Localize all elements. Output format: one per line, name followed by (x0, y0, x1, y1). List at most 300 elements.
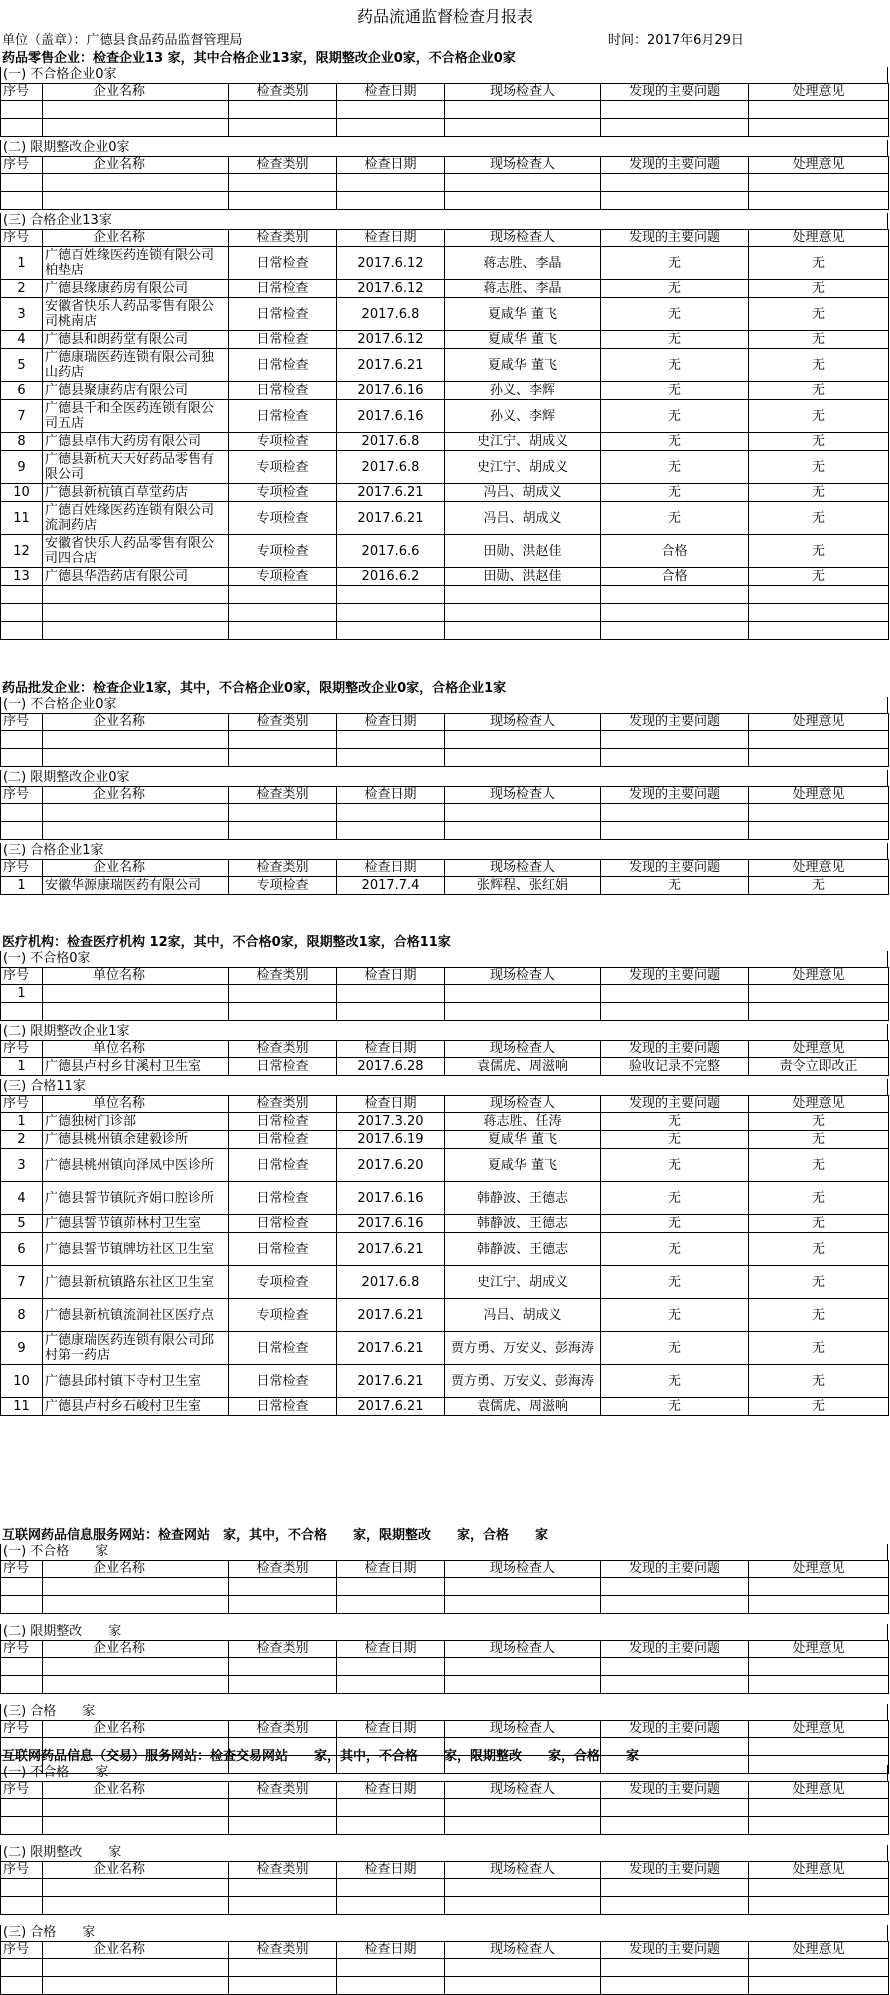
column-header: 发现的主要问题 (601, 1942, 749, 1959)
cell-type: 专项检查 (229, 877, 337, 895)
cell-index: 10 (1, 1365, 43, 1398)
cell-date: 2017.6.21 (337, 1332, 445, 1365)
column-header: 检查日期 (337, 714, 445, 731)
table-header-row (1, 787, 889, 804)
empty-row (1, 1578, 889, 1596)
table-header-row (1, 1862, 889, 1879)
cell-issue: 无 (601, 349, 749, 382)
cell-type: 专项检查 (229, 484, 337, 502)
table-row (1, 400, 889, 433)
table-row (1, 298, 889, 331)
cell-issue: 无 (601, 1266, 749, 1299)
empty-cell (445, 174, 601, 192)
empty-row (1, 822, 889, 840)
rectify-subheading: (二) 限期整改 家 (0, 1845, 888, 1861)
cell-name: 广德县和朗药堂有限公司 (43, 331, 229, 349)
empty-cell (445, 1596, 601, 1614)
cell-name: 广德康瑞医药连锁有限公司独山药店 (43, 349, 229, 382)
cell-inspector: 冯吕、胡成义 (445, 484, 601, 502)
internet-info-section (0, 1527, 890, 1774)
cell-inspector: 袁儒虎、周滋响 (445, 1058, 601, 1076)
column-header: 序号 (1, 1041, 43, 1058)
cell-issue: 无 (601, 331, 749, 349)
cell-index: 1 (1, 247, 43, 280)
empty-cell (445, 749, 601, 767)
table-row (1, 349, 889, 382)
cell-date: 2017.6.8 (337, 298, 445, 331)
column-header: 现场检查人 (445, 1041, 601, 1058)
empty-cell (43, 1879, 229, 1897)
cell-action: 责令立即改正 (749, 1058, 889, 1076)
empty-cell (601, 1817, 749, 1835)
cell-action: 无 (749, 247, 889, 280)
column-header: 发现的主要问题 (601, 787, 749, 804)
retail-section (0, 50, 890, 640)
empty-cell (43, 731, 229, 749)
cell-name: 安徽省快乐人药品零售有限公司四合店 (43, 535, 229, 568)
cell-date: 2017.6.21 (337, 1398, 445, 1416)
column-header: 发现的主要问题 (601, 84, 749, 101)
empty-cell (749, 1578, 889, 1596)
wholesale-section (0, 680, 890, 895)
cell-inspector: 贾方勇、万安义、彭海涛 (445, 1332, 601, 1365)
rectify-subheading: (二) 限期整改企业0家 (0, 140, 888, 156)
empty-cell (601, 1977, 749, 1995)
fail-subheading: (一) 不合格 家 (0, 1544, 888, 1560)
column-header: 检查类别 (229, 1782, 337, 1799)
cell-date (337, 985, 445, 1003)
empty-cell (1, 1959, 43, 1977)
empty-cell (229, 731, 337, 749)
cell-type: 日常检查 (229, 1182, 337, 1215)
empty-cell (1, 174, 43, 192)
column-header: 检查类别 (229, 1561, 337, 1578)
table-header-row (1, 230, 889, 247)
column-header: 发现的主要问题 (601, 860, 749, 877)
report-title: 药品流通监督检查月报表 (356, 7, 533, 26)
column-header: 企业名称 (43, 1862, 229, 1879)
cell-inspector: 冯吕、胡成义 (445, 1299, 601, 1332)
empty-cell (1, 1658, 43, 1676)
empty-cell (229, 749, 337, 767)
cell-issue: 无 (601, 451, 749, 484)
column-header: 单位名称 (43, 968, 229, 985)
empty-cell (43, 1959, 229, 1977)
empty-cell (749, 1897, 889, 1915)
column-header: 序号 (1, 1096, 43, 1113)
column-header: 处理意见 (749, 230, 889, 247)
cell-index: 1 (1, 985, 43, 1003)
column-header: 序号 (1, 1782, 43, 1799)
column-header: 现场检查人 (445, 1862, 601, 1879)
cell-inspector: 史江宁、胡成义 (445, 433, 601, 451)
cell-issue: 无 (601, 1332, 749, 1365)
table-row (1, 331, 889, 349)
empty-cell (43, 604, 229, 622)
empty-cell (229, 1959, 337, 1977)
rectify-table (0, 156, 889, 210)
column-header: 现场检查人 (445, 84, 601, 101)
cell-index: 11 (1, 1398, 43, 1416)
table-header-row (1, 84, 889, 101)
column-header: 处理意见 (749, 860, 889, 877)
empty-cell (1, 1977, 43, 1995)
cell-date: 2017.6.12 (337, 331, 445, 349)
cell-type: 专项检查 (229, 568, 337, 586)
cell-action: 无 (749, 451, 889, 484)
internet_info-heading: 互联网药品信息服务网站：检查网站 家，其中，不合格 家，限期整改 家，合格 家 (2, 1528, 549, 1543)
empty-cell (229, 1897, 337, 1915)
cell-type: 日常检查 (229, 1215, 337, 1233)
cell-issue: 无 (601, 1398, 749, 1416)
empty-cell (601, 192, 749, 210)
empty-cell (445, 1897, 601, 1915)
column-header: 检查类别 (229, 230, 337, 247)
empty-cell (43, 804, 229, 822)
cell-action: 无 (749, 484, 889, 502)
table-row (1, 1299, 889, 1332)
empty-row (1, 1676, 889, 1694)
cell-index: 7 (1, 400, 43, 433)
empty-cell (601, 1003, 749, 1021)
medical-heading: 医疗机构：检查医疗机构 12家，其中，不合格0家，限期整改1家，合格11家 (2, 935, 451, 950)
empty-cell (229, 1676, 337, 1694)
cell-issue: 无 (601, 1113, 749, 1131)
column-header: 发现的主要问题 (601, 157, 749, 174)
cell-index: 9 (1, 451, 43, 484)
empty-cell (337, 1658, 445, 1676)
cell-date: 2017.6.16 (337, 1215, 445, 1233)
column-header: 处理意见 (749, 1096, 889, 1113)
fail-subheading: (一) 不合格0家 (0, 951, 888, 967)
cell-issue: 无 (601, 400, 749, 433)
cell-issue: 无 (601, 247, 749, 280)
column-header: 检查类别 (229, 860, 337, 877)
empty-cell (445, 822, 601, 840)
column-header: 处理意见 (749, 157, 889, 174)
cell-type: 专项检查 (229, 433, 337, 451)
empty-cell (749, 622, 889, 640)
column-header: 企业名称 (43, 230, 229, 247)
cell-issue: 无 (601, 1365, 749, 1398)
cell-index: 1 (1, 1113, 43, 1131)
column-header: 检查日期 (337, 84, 445, 101)
empty-cell (1, 586, 43, 604)
fail-subheading: (一) 不合格企业0家 (0, 67, 888, 83)
cell-index: 4 (1, 331, 43, 349)
empty-cell (229, 1977, 337, 1995)
column-header: 检查日期 (337, 1782, 445, 1799)
empty-cell (601, 1658, 749, 1676)
empty-row (1, 604, 889, 622)
table-row (1, 1332, 889, 1365)
empty-cell (1, 101, 43, 119)
column-header: 单位名称 (43, 1041, 229, 1058)
column-header: 序号 (1, 714, 43, 731)
empty-cell (43, 1977, 229, 1995)
empty-cell (337, 119, 445, 137)
retail-heading: 药品零售企业：检查企业13 家，其中合格企业13家，限期整改企业0家，不合格企业0家 (2, 51, 516, 66)
cell-date: 2017.6.21 (337, 349, 445, 382)
cell-issue: 无 (601, 502, 749, 535)
table-row (1, 1058, 889, 1076)
empty-cell (229, 604, 337, 622)
empty-cell (445, 586, 601, 604)
empty-row (1, 1977, 889, 1995)
cell-inspector: 韩静波、王德志 (445, 1215, 601, 1233)
table-row (1, 1182, 889, 1215)
empty-cell (1, 622, 43, 640)
column-header: 检查日期 (337, 860, 445, 877)
empty-cell (43, 1578, 229, 1596)
empty-row (1, 174, 889, 192)
empty-cell (43, 101, 229, 119)
empty-cell (749, 1879, 889, 1897)
column-header: 序号 (1, 1862, 43, 1879)
rectify-table (0, 1640, 889, 1694)
column-header: 检查类别 (229, 1641, 337, 1658)
wholesale-heading: 药品批发企业：检查企业1家，其中，不合格企业0家，限期整改企业0家，合格企业1家 (2, 681, 507, 696)
column-header: 序号 (1, 230, 43, 247)
column-header: 处理意见 (749, 1721, 889, 1738)
table-header-row (1, 1096, 889, 1113)
cell-name (43, 985, 229, 1003)
rectify-table (0, 1861, 889, 1915)
cell-issue: 无 (601, 484, 749, 502)
cell-date: 2017.3.20 (337, 1113, 445, 1131)
cell-issue: 无 (601, 1149, 749, 1182)
empty-cell (43, 622, 229, 640)
cell-date: 2017.6.16 (337, 400, 445, 433)
pass-table (0, 229, 889, 640)
table-row (1, 382, 889, 400)
cell-type: 日常检查 (229, 1149, 337, 1182)
rectify-subheading: (二) 限期整改企业1家 (0, 1024, 888, 1040)
cell-inspector (445, 985, 601, 1003)
pass-subheading: (三) 合格企业13家 (0, 213, 888, 229)
column-header: 企业名称 (43, 1782, 229, 1799)
empty-row (1, 192, 889, 210)
empty-cell (229, 1578, 337, 1596)
empty-cell (601, 804, 749, 822)
cell-action: 无 (749, 382, 889, 400)
cell-type: 日常检查 (229, 1398, 337, 1416)
cell-action: 无 (749, 298, 889, 331)
column-header: 检查类别 (229, 1942, 337, 1959)
cell-action: 无 (749, 568, 889, 586)
empty-row (1, 1003, 889, 1021)
column-header: 序号 (1, 787, 43, 804)
cell-type: 专项检查 (229, 451, 337, 484)
empty-cell (601, 1959, 749, 1977)
cell-type: 日常检查 (229, 1113, 337, 1131)
cell-type: 日常检查 (229, 382, 337, 400)
column-header: 序号 (1, 84, 43, 101)
fail-table (0, 83, 889, 137)
cell-date: 2017.6.8 (337, 451, 445, 484)
cell-name: 广德县新杭天天好药品零售有限公司 (43, 451, 229, 484)
cell-name: 广德百姓缘医药连锁有限公司流洞药店 (43, 502, 229, 535)
cell-action: 无 (749, 877, 889, 895)
empty-cell (445, 1658, 601, 1676)
cell-date: 2017.6.21 (337, 484, 445, 502)
cell-index: 3 (1, 298, 43, 331)
cell-action: 无 (749, 433, 889, 451)
empty-row (1, 586, 889, 604)
column-header: 序号 (1, 860, 43, 877)
empty-cell (229, 174, 337, 192)
empty-cell (749, 192, 889, 210)
empty-cell (1, 192, 43, 210)
fail-table (0, 713, 889, 767)
empty-cell (337, 622, 445, 640)
empty-cell (337, 1959, 445, 1977)
column-header: 检查类别 (229, 1096, 337, 1113)
column-header: 检查日期 (337, 1561, 445, 1578)
cell-inspector: 田勋、洪赵佳 (445, 568, 601, 586)
cell-date: 2017.6.20 (337, 1149, 445, 1182)
internet-trade-section (0, 1748, 890, 1995)
cell-issue: 验收记录不完整 (601, 1058, 749, 1076)
pass-subheading: (三) 合格 家 (0, 1704, 888, 1720)
cell-name: 广德县新杭镇百草堂药店 (43, 484, 229, 502)
fail-subheading: (一) 不合格企业0家 (0, 697, 888, 713)
column-header: 序号 (1, 1721, 43, 1738)
cell-inspector: 韩静波、王德志 (445, 1233, 601, 1266)
empty-cell (43, 1596, 229, 1614)
empty-cell (1, 749, 43, 767)
cell-name: 广德县誓节镇牌坊社区卫生室 (43, 1233, 229, 1266)
cell-name: 广德康瑞医药连锁有限公司邱村第一药店 (43, 1332, 229, 1365)
rectify-table (0, 786, 889, 840)
table-header-row (1, 860, 889, 877)
empty-cell (229, 1817, 337, 1835)
empty-cell (749, 731, 889, 749)
column-header: 处理意见 (749, 1782, 889, 1799)
empty-cell (337, 1879, 445, 1897)
column-header: 发现的主要问题 (601, 1641, 749, 1658)
cell-date: 2016.6.2 (337, 568, 445, 586)
cell-inspector: 史江宁、胡成义 (445, 451, 601, 484)
column-header: 检查类别 (229, 968, 337, 985)
table-row (1, 247, 889, 280)
cell-name: 广德县卓伟大药房有限公司 (43, 433, 229, 451)
cell-inspector: 贾方勇、万安义、彭海涛 (445, 1365, 601, 1398)
empty-row (1, 749, 889, 767)
empty-row (1, 1959, 889, 1977)
empty-cell (43, 174, 229, 192)
column-header: 发现的主要问题 (601, 1041, 749, 1058)
cell-name: 安徽华源康瑞医药有限公司 (43, 877, 229, 895)
empty-cell (229, 1596, 337, 1614)
medical-section (0, 934, 890, 1416)
cell-date: 2017.6.6 (337, 535, 445, 568)
cell-name: 广德县新杭镇路东社区卫生室 (43, 1266, 229, 1299)
cell-type: 日常检查 (229, 298, 337, 331)
column-header: 现场检查人 (445, 1096, 601, 1113)
table-row (1, 451, 889, 484)
empty-cell (229, 1879, 337, 1897)
empty-cell (445, 731, 601, 749)
cell-index: 7 (1, 1266, 43, 1299)
cell-inspector: 冯吕、胡成义 (445, 502, 601, 535)
empty-cell (337, 1578, 445, 1596)
empty-cell (445, 119, 601, 137)
cell-date: 2017.6.8 (337, 1266, 445, 1299)
cell-type: 日常检查 (229, 1131, 337, 1149)
table-row (1, 1266, 889, 1299)
cell-date: 2017.6.21 (337, 1365, 445, 1398)
empty-cell (337, 192, 445, 210)
fail-table (0, 967, 889, 1021)
column-header: 企业名称 (43, 1561, 229, 1578)
table-header-row (1, 714, 889, 731)
empty-cell (749, 1799, 889, 1817)
cell-index: 8 (1, 433, 43, 451)
table-header-row (1, 1041, 889, 1058)
cell-name: 广德独树门诊部 (43, 1113, 229, 1131)
cell-name: 广德县卢村乡甘溪村卫生室 (43, 1058, 229, 1076)
cell-index: 12 (1, 535, 43, 568)
empty-cell (749, 101, 889, 119)
empty-cell (337, 1003, 445, 1021)
column-header: 发现的主要问题 (601, 230, 749, 247)
column-header: 处理意见 (749, 1862, 889, 1879)
cell-inspector: 夏咸华 董飞 (445, 1131, 601, 1149)
empty-cell (445, 804, 601, 822)
empty-cell (601, 119, 749, 137)
column-header: 现场检查人 (445, 787, 601, 804)
empty-cell (43, 1658, 229, 1676)
empty-cell (749, 822, 889, 840)
cell-index: 5 (1, 349, 43, 382)
empty-cell (337, 586, 445, 604)
column-header: 检查日期 (337, 1862, 445, 1879)
column-header: 检查日期 (337, 1641, 445, 1658)
cell-name: 广德县缘康药房有限公司 (43, 280, 229, 298)
column-header: 现场检查人 (445, 714, 601, 731)
empty-cell (337, 749, 445, 767)
column-header: 企业名称 (43, 787, 229, 804)
column-header: 检查日期 (337, 157, 445, 174)
column-header: 检查类别 (229, 1721, 337, 1738)
cell-date: 2017.6.16 (337, 382, 445, 400)
cell-action: 无 (749, 1365, 889, 1398)
cell-index: 4 (1, 1182, 43, 1215)
cell-issue: 无 (601, 1131, 749, 1149)
empty-cell (1, 804, 43, 822)
cell-action: 无 (749, 502, 889, 535)
column-header: 企业名称 (43, 84, 229, 101)
empty-row (1, 1658, 889, 1676)
empty-cell (337, 1817, 445, 1835)
empty-cell (445, 1817, 601, 1835)
empty-cell (43, 119, 229, 137)
pass-table (0, 859, 889, 895)
fail-table (0, 1560, 889, 1614)
empty-cell (229, 622, 337, 640)
cell-type: 日常检查 (229, 1233, 337, 1266)
cell-action: 无 (749, 400, 889, 433)
cell-type: 日常检查 (229, 349, 337, 382)
report-date: 时间：2017年6月29日 (608, 33, 744, 48)
empty-cell (43, 586, 229, 604)
empty-cell (749, 1676, 889, 1694)
empty-cell (43, 192, 229, 210)
empty-row (1, 1799, 889, 1817)
cell-action: 无 (749, 349, 889, 382)
empty-cell (229, 119, 337, 137)
